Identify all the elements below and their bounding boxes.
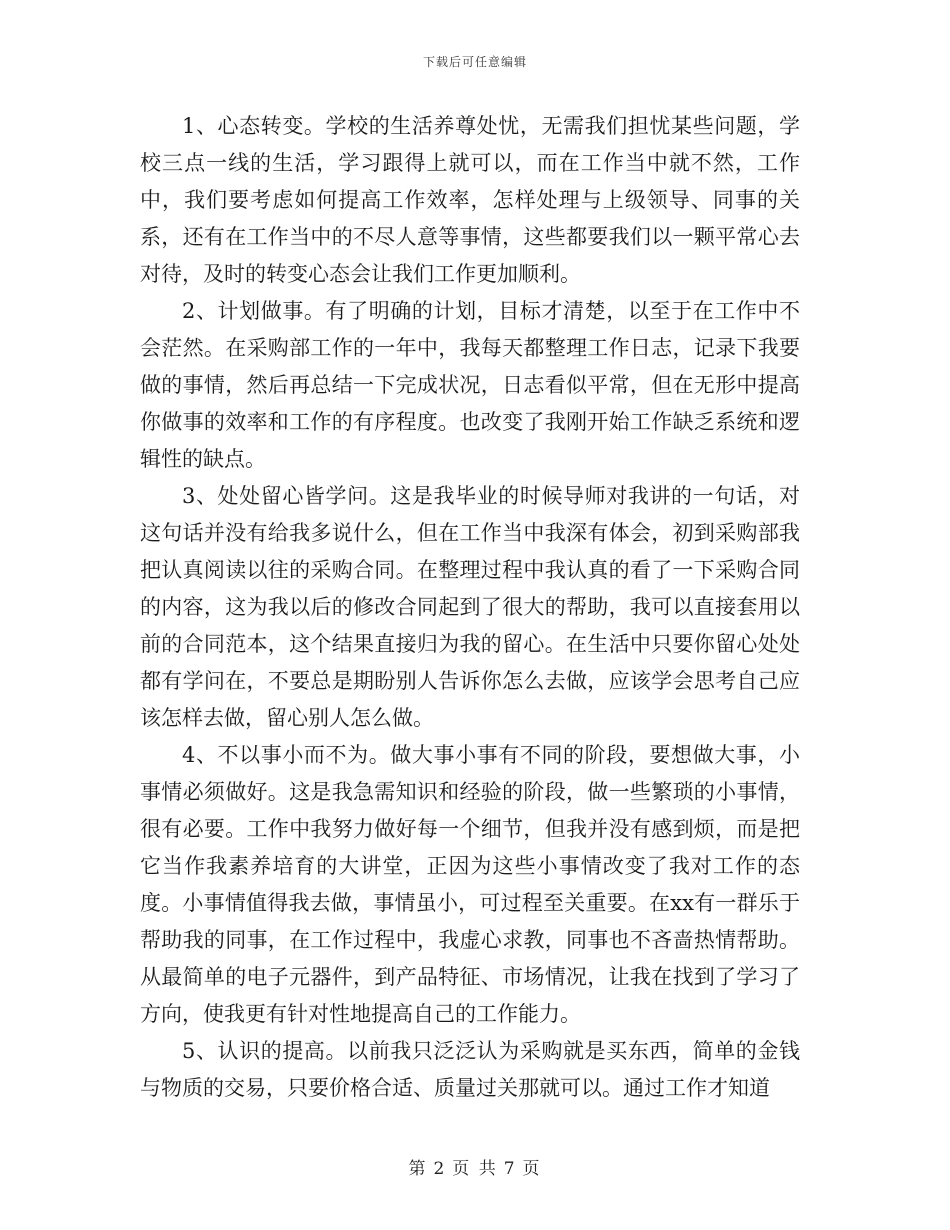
paragraph-small-things: 4、不以事小而不为。做大事小事有不同的阶段，要想做大事，小事情必须做好。这是我急需知识和经验的阶段，做一些繁琐的小事情，很有必要。工作中我努力做好每一个细节，但我并没有感到烦，而是把它当作我素养培育的大讲堂，正因为这些小事情改变了我对工作的态度。小事情值得我去做，事情虽小，可过程至关重要。在xx有一群乐于帮助我的同事，在工作过程中，我虚心求教，同事也不吝啬热情帮助。从最简单的电子元器件，到产品特征、市场情况，让我在找到了学习了方向，使我更有针对性地提高自己的工作能力。 — [140, 743, 800, 1026]
document-body — [140, 108, 800, 1107]
footer-middle: 页 共 — [452, 1159, 498, 1179]
paragraph-attentive-learning: 3、处处留心皆学问。这是我毕业的时候导师对我讲的一句话，对这句话并没有给我多说什么，但在工作当中我深有体会，初到采购部我把认真阅读以往的采购合同。在整理过程中我认真的看了一下采购合同的内容，这为我以后的修改合同起到了很大的帮助，我可以直接套用以前的合同范本，这个结果直接归为我的留心。在生活中只要你留心处处都有学问在，不要总是期盼别人告诉你怎么去做，应该学会思考自己应该怎样去做，留心别人怎么做。 — [140, 484, 800, 730]
page-header: 下载后可任意编辑 — [422, 55, 527, 69]
total-page-count: 7 — [503, 1159, 517, 1179]
page-footer — [0, 1154, 950, 1179]
paragraph-understanding-improved: 5、认识的提高。以前我只泛泛认为采购就是买东西，简单的金钱与物质的交易，只要价格合适、质量过关那就可以。通过工作才知道 — [140, 1039, 800, 1100]
current-page-number: 2 — [433, 1159, 447, 1179]
paragraph-plan-work: 2、计划做事。有了明确的计划，目标才清楚，以至于在工作中不会茫然。在采购部工作的一年中，我每天都整理工作日志，记录下我要做的事情，然后再总结一下完成状况，日志看似平常，但在无形中提高你做事的效率和工作的有序程度。也改变了我刚开始工作缺乏系统和逻辑性的缺点。 — [140, 299, 800, 471]
footer-suffix: 页 — [522, 1159, 542, 1179]
footer-prefix: 第 — [408, 1159, 428, 1179]
paragraph-mindset-change: 1、心态转变。学校的生活养尊处忧，无需我们担忧某些问题，学校三点一线的生活，学习跟得上就可以，而在工作当中就不然，工作中，我们要考虑如何提高工作效率，怎样处理与上级领导、同事的关系，还有在工作当中的不尽人意等事情，这些都要我们以一颗平常心去对待，及时的转变心态会让我们工作更加顺利。 — [140, 114, 800, 286]
